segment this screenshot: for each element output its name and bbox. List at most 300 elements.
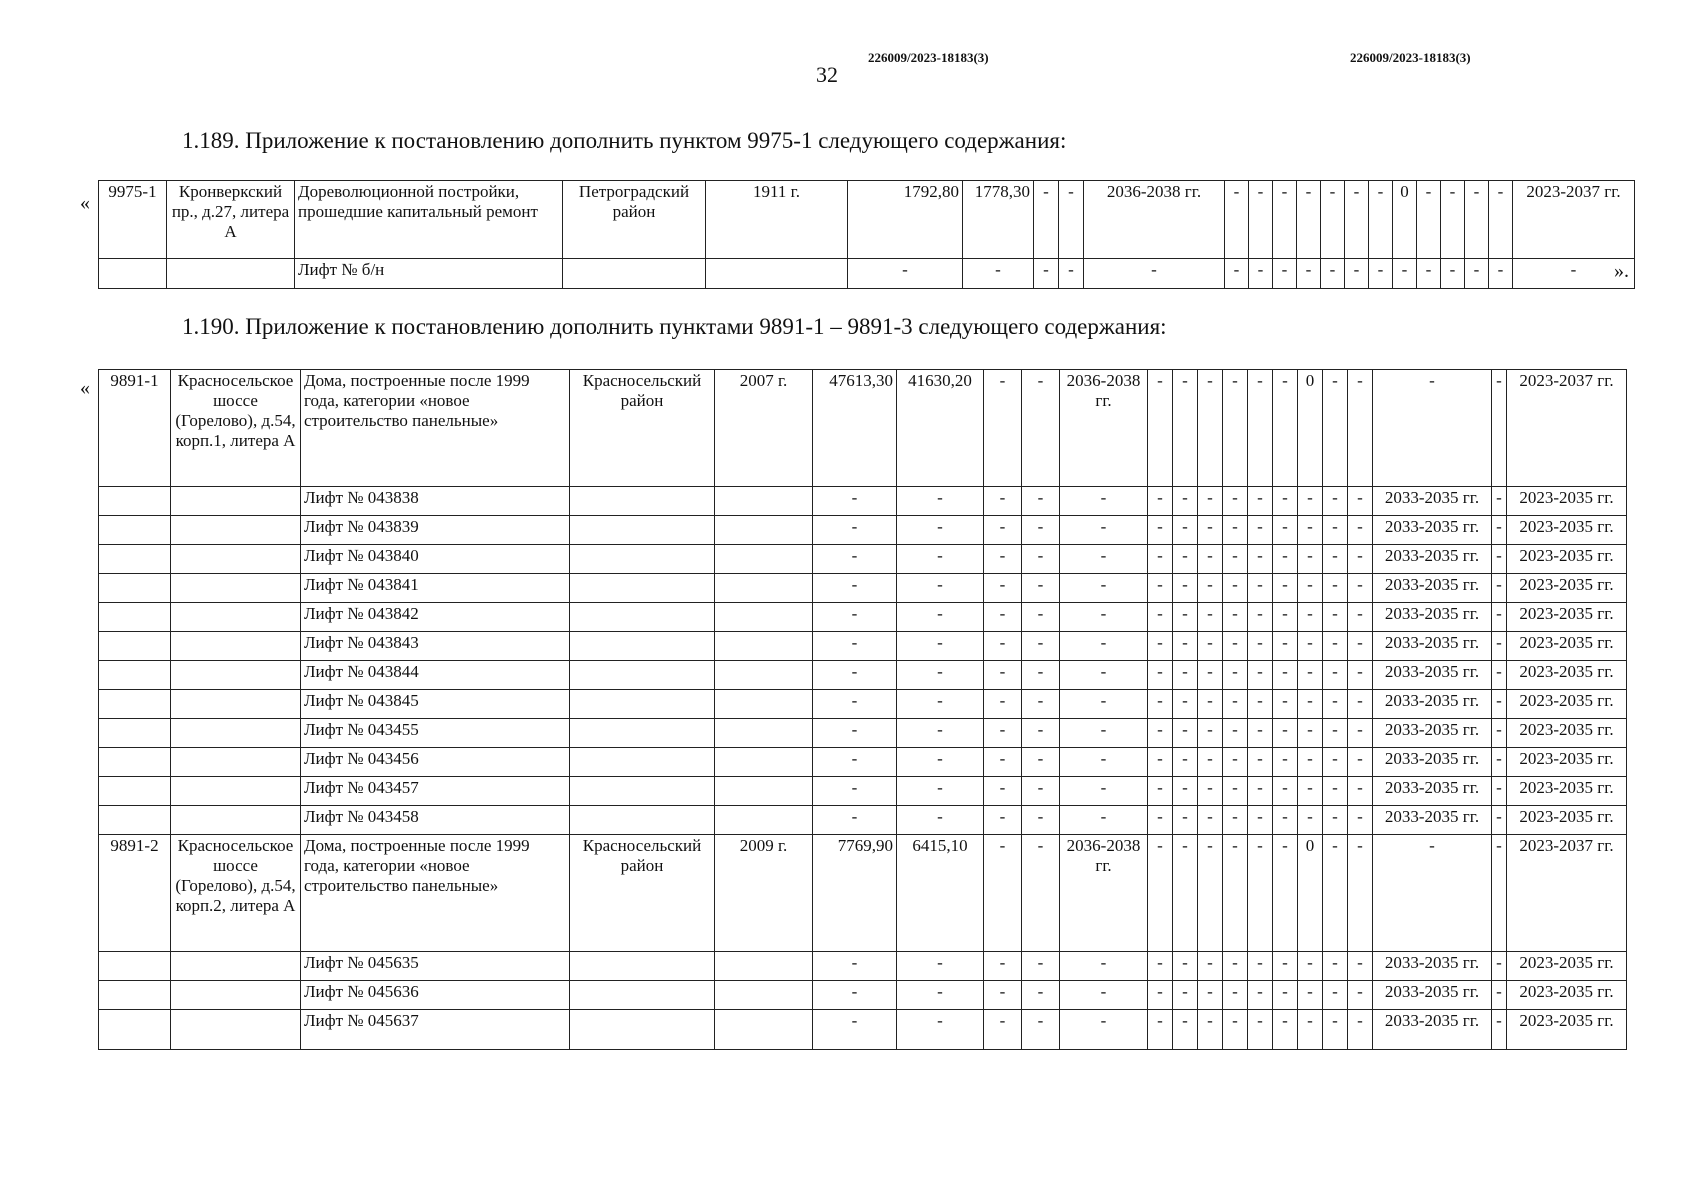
lift-label: Лифт № 043456 [301,748,570,777]
area-living-cell: - [897,777,984,806]
table-row [99,835,1627,952]
mark-cell: - [1348,835,1373,952]
value-cell: - [984,748,1022,777]
value-cell: - [1022,545,1060,574]
value-cell: - [1492,806,1507,835]
mark-cell: - [1198,574,1223,603]
empty-cell [171,748,301,777]
term-cell: 2023-2035 гг. [1507,719,1627,748]
category-cell: Дореволюционной постройки, прошедшие капитальный ремонт [295,181,563,259]
empty-cell [99,487,171,516]
mark-cell: - [1173,487,1198,516]
mark-cell: - [1198,545,1223,574]
value-cell: - [1022,574,1060,603]
mark-cell: - [1173,661,1198,690]
period-cell: - [1060,603,1148,632]
mark-cell: - [1273,1010,1298,1050]
value-cell: - [1492,719,1507,748]
mark-cell: - [1198,952,1223,981]
period-cell: 2036-2038 гг. [1060,370,1148,487]
period-k-cell: 2033-2035 гг. [1373,1010,1492,1050]
term-cell: 2023-2035 гг. [1507,661,1627,690]
table-row [99,259,1635,289]
empty-cell [99,690,171,719]
area-living-cell: 6415,10 [897,835,984,952]
value-cell: - [1022,952,1060,981]
mark-cell: - [1223,690,1248,719]
lift-label: Лифт № 043457 [301,777,570,806]
term-cell: 2023-2035 гг. [1507,603,1627,632]
lift-label: Лифт № 045637 [301,1010,570,1050]
mark-cell: - [1298,1010,1323,1050]
empty-cell [570,981,715,1010]
value-cell: - [984,632,1022,661]
mark-cell: 0 [1298,370,1323,487]
mark-cell: - [1148,370,1173,487]
mark-cell: - [1248,632,1273,661]
term-cell: 2023-2035 гг. [1507,632,1627,661]
period-k-cell: 2033-2035 гг. [1373,487,1492,516]
empty-cell [99,516,171,545]
period-k-cell: - [1373,370,1492,487]
mark-cell: - [1273,370,1298,487]
lift-label: Лифт № 043841 [301,574,570,603]
period-k-cell: 2033-2035 гг. [1373,806,1492,835]
empty-cell [171,632,301,661]
period-cell: - [1060,516,1148,545]
mark-cell: - [1273,981,1298,1010]
mark-cell: - [1148,690,1173,719]
mark-cell: - [1348,748,1373,777]
area-total-cell: - [813,952,897,981]
opening-quote-2: « [80,377,90,399]
period-cell: - [1060,952,1148,981]
mark-cell: - [1323,516,1348,545]
address-cell: Красносельское шоссе (Горелово), д.54, корп.2, литера А [171,835,301,952]
empty-cell [715,632,813,661]
mark-cell: - [1248,835,1273,952]
value-cell: - [984,690,1022,719]
mark-cell: - [1273,545,1298,574]
mark-cell: - [1297,181,1321,259]
registration-number-left: 226009/2023-18183(3) [868,50,989,65]
mark-cell: - [1323,661,1348,690]
area-total-cell: - [813,603,897,632]
empty-cell [715,806,813,835]
mark-cell: - [1323,806,1348,835]
area-living-cell: - [897,1010,984,1050]
mark-cell: - [1348,574,1373,603]
area-living-cell: - [897,632,984,661]
value-cell: - [1059,259,1084,289]
mark-cell: - [1148,777,1173,806]
area-living-cell: - [897,516,984,545]
mark-cell: - [1323,952,1348,981]
period-k-cell: 2033-2035 гг. [1373,777,1492,806]
mark-cell: - [1323,981,1348,1010]
mark-cell: - [1323,690,1348,719]
empty-cell [570,574,715,603]
mark-cell: - [1348,981,1373,1010]
empty-cell [570,719,715,748]
mark-cell: - [1248,952,1273,981]
empty-cell [715,1010,813,1050]
empty-cell [171,661,301,690]
area-total-cell: - [813,661,897,690]
value-cell: - [1492,835,1507,952]
mark-cell: - [1148,806,1173,835]
mark-cell: - [1223,981,1248,1010]
mark-cell: - [1273,574,1298,603]
empty-cell [171,487,301,516]
section-heading-1189: 1.189. Приложение к постановлению дополнить пунктом 9975-1 следующего содержания: [182,128,1067,153]
period-cell: - [1060,719,1148,748]
value-cell: - [984,370,1022,487]
mark-cell: - [1298,952,1323,981]
mark-cell: - [1323,370,1348,487]
empty-cell [715,661,813,690]
empty-cell [570,806,715,835]
mark-cell: - [1298,487,1323,516]
mark-cell: - [1323,1010,1348,1050]
mark-cell: - [1198,777,1223,806]
empty-cell [99,777,171,806]
mark-cell: - [1148,748,1173,777]
mark-cell: - [1273,952,1298,981]
term-cell: 2023-2035 гг. [1507,806,1627,835]
period-k-cell: 2033-2035 гг. [1373,952,1492,981]
lift-label: Лифт № 043458 [301,806,570,835]
mark-cell: - [1323,603,1348,632]
period-cell: 2036-2038 гг. [1060,835,1148,952]
empty-cell [171,690,301,719]
empty-cell [570,632,715,661]
mark-cell: - [1198,516,1223,545]
mark-cell: - [1248,1010,1273,1050]
value-cell: - [1492,574,1507,603]
mark-cell: - [1417,259,1441,289]
empty-cell [171,981,301,1010]
area-total-cell: - [813,632,897,661]
empty-cell [99,632,171,661]
mark-cell: - [1323,835,1348,952]
mark-cell: - [1273,259,1297,289]
empty-cell [99,661,171,690]
mark-cell: - [1173,719,1198,748]
value-cell: - [1492,952,1507,981]
mark-cell: - [1223,952,1248,981]
empty-cell [715,516,813,545]
area-living-cell: - [897,487,984,516]
mark-cell: - [1173,748,1198,777]
mark-cell: - [1148,516,1173,545]
mark-cell: - [1321,181,1345,259]
mark-cell: - [1273,487,1298,516]
period-cell: - [1084,259,1225,289]
mark-cell: - [1223,1010,1248,1050]
mark-cell: - [1248,806,1273,835]
mark-cell: - [1198,370,1223,487]
table-row [99,181,1635,259]
mark-cell: - [1173,545,1198,574]
mark-cell: - [1198,1010,1223,1050]
value-cell: - [1034,181,1059,259]
value-cell: - [1492,370,1507,487]
area-total-cell: 47613,30 [813,370,897,487]
mark-cell: - [1273,516,1298,545]
term-cell: - [1513,259,1635,289]
empty-cell [171,545,301,574]
mark-cell: - [1273,690,1298,719]
mark-cell: - [1223,806,1248,835]
empty-cell [99,952,171,981]
term-cell: 2023-2037 гг. [1507,835,1627,952]
mark-cell: - [1248,487,1273,516]
value-cell: - [1022,632,1060,661]
mark-cell: - [1273,777,1298,806]
district-cell: Красносельский район [570,835,715,952]
mark-cell: - [1173,690,1198,719]
mark-cell: - [1173,516,1198,545]
item-number: 9891-1 [99,370,171,487]
empty-cell [715,603,813,632]
mark-cell: - [1148,1010,1173,1050]
table-row [99,545,1627,574]
period-cell: - [1060,777,1148,806]
value-cell: - [984,516,1022,545]
mark-cell: - [1248,719,1273,748]
value-cell: - [984,661,1022,690]
period-k-cell: 2033-2035 гг. [1373,545,1492,574]
period-k-cell: 2033-2035 гг. [1373,632,1492,661]
mark-cell: - [1348,370,1373,487]
empty-cell [715,952,813,981]
mark-cell: - [1348,1010,1373,1050]
empty-cell [706,259,848,289]
mark-cell: - [1225,181,1249,259]
mark-cell: - [1273,632,1298,661]
lift-label: Лифт № 045636 [301,981,570,1010]
mark-cell: - [1369,181,1393,259]
mark-cell: - [1198,603,1223,632]
mark-cell: - [1273,603,1298,632]
opening-quote-1: « [80,192,90,214]
value-cell: - [984,487,1022,516]
mark-cell: - [1173,952,1198,981]
value-cell: - [984,1010,1022,1050]
area-total-cell: - [813,1010,897,1050]
lift-label: Лифт № 043843 [301,632,570,661]
term-cell: 2023-2037 гг. [1513,181,1635,259]
mark-cell: - [1348,545,1373,574]
period-k-cell: 2033-2035 гг. [1373,516,1492,545]
term-cell: 2023-2035 гг. [1507,1010,1627,1050]
mark-cell: - [1248,516,1273,545]
mark-cell: - [1273,806,1298,835]
empty-cell [171,574,301,603]
value-cell: - [1022,748,1060,777]
mark-cell: - [1223,748,1248,777]
table-row [99,981,1627,1010]
table-row [99,719,1627,748]
mark-cell: - [1348,487,1373,516]
value-cell: - [1022,487,1060,516]
value-cell: - [1022,806,1060,835]
mark-cell: - [1323,574,1348,603]
item-number: 9891-2 [99,835,171,952]
period-cell: 2036-2038 гг. [1084,181,1225,259]
table-row [99,603,1627,632]
mark-cell: - [1369,259,1393,289]
area-total-cell: - [813,748,897,777]
year-cell: 2007 г. [715,370,813,487]
empty-cell [563,259,706,289]
mark-cell: - [1321,259,1345,289]
value-cell: - [1022,516,1060,545]
mark-cell: - [1298,806,1323,835]
empty-cell [715,748,813,777]
period-k-cell: 2033-2035 гг. [1373,574,1492,603]
empty-cell [570,690,715,719]
area-total-cell: - [813,981,897,1010]
closing-quote-1: ». [1614,260,1629,282]
area-living-cell: - [897,661,984,690]
area-total-cell: - [813,574,897,603]
value-cell: - [984,806,1022,835]
mark-cell: - [1298,545,1323,574]
mark-cell: - [1223,719,1248,748]
period-cell: - [1060,545,1148,574]
mark-cell: - [1148,487,1173,516]
period-cell: - [1060,574,1148,603]
mark-cell: - [1348,777,1373,806]
period-cell: - [1060,806,1148,835]
address-cell: Красносельское шоссе (Горелово), д.54, корп.1, литера А [171,370,301,487]
empty-cell [570,1010,715,1050]
period-k-cell: 2033-2035 гг. [1373,981,1492,1010]
mark-cell: - [1198,487,1223,516]
mark-cell: - [1249,259,1273,289]
empty-cell [715,981,813,1010]
empty-cell [171,516,301,545]
mark-cell: - [1148,835,1173,952]
empty-cell [171,603,301,632]
mark-cell: - [1198,690,1223,719]
mark-cell: 0 [1298,835,1323,952]
value-cell: - [1492,1010,1507,1050]
term-cell: 2023-2035 гг. [1507,981,1627,1010]
value-cell: - [984,574,1022,603]
period-cell: - [1060,748,1148,777]
table-row [99,516,1627,545]
mark-cell: - [1465,181,1489,259]
district-cell: Красносельский район [570,370,715,487]
mark-cell: - [1249,181,1273,259]
area-total-cell: 7769,90 [813,835,897,952]
empty-cell [171,952,301,981]
mark-cell: - [1273,181,1297,259]
mark-cell: - [1223,603,1248,632]
value-cell: - [1022,835,1060,952]
area-total-cell: - [813,545,897,574]
area-living-cell: - [897,545,984,574]
empty-cell [570,516,715,545]
empty-cell [99,545,171,574]
value-cell: - [1022,719,1060,748]
mark-cell: - [1198,835,1223,952]
table-row [99,806,1627,835]
mark-cell: - [1173,632,1198,661]
term-cell: 2023-2035 гг. [1507,748,1627,777]
mark-cell: - [1223,835,1248,952]
mark-cell: - [1173,603,1198,632]
mark-cell: - [1441,259,1465,289]
mark-cell: - [1348,952,1373,981]
mark-cell: - [1345,181,1369,259]
mark-cell: - [1223,574,1248,603]
area-living-cell: - [897,981,984,1010]
mark-cell: - [1173,777,1198,806]
empty-cell [99,1010,171,1050]
value-cell: - [984,777,1022,806]
area-living-cell: - [897,603,984,632]
area-total-cell: - [813,777,897,806]
empty-cell [715,777,813,806]
address-cell: Кронверкский пр., д.27, литера А [167,181,295,259]
value-cell: - [1059,181,1084,259]
mark-cell: - [1148,981,1173,1010]
empty-cell [715,487,813,516]
area-living-cell: - [897,748,984,777]
mark-cell: - [1393,259,1417,289]
mark-cell: - [1173,835,1198,952]
area-living-cell: - [963,259,1034,289]
mark-cell: - [1273,748,1298,777]
mark-cell: - [1323,748,1348,777]
value-cell: - [1034,259,1059,289]
empty-cell [171,1010,301,1050]
mark-cell: - [1248,690,1273,719]
empty-cell [99,748,171,777]
lift-label: Лифт № б/н [295,259,563,289]
mark-cell: - [1248,661,1273,690]
area-living-cell: 41630,20 [897,370,984,487]
mark-cell: - [1198,806,1223,835]
empty-cell [99,981,171,1010]
table-row [99,632,1627,661]
value-cell: - [1022,777,1060,806]
value-cell: - [1022,690,1060,719]
mark-cell: - [1323,487,1348,516]
mark-cell: - [1248,370,1273,487]
mark-cell: - [1148,545,1173,574]
lift-label: Лифт № 043842 [301,603,570,632]
mark-cell: - [1273,835,1298,952]
table-row [99,777,1627,806]
value-cell: - [1492,603,1507,632]
mark-cell: - [1298,690,1323,719]
value-cell: - [984,545,1022,574]
period-cell: - [1060,690,1148,719]
mark-cell: - [1223,777,1248,806]
period-k-cell: 2033-2035 гг. [1373,690,1492,719]
term-cell: 2023-2035 гг. [1507,516,1627,545]
item-number: 9975-1 [99,181,167,259]
table-row [99,661,1627,690]
empty-cell [570,487,715,516]
lift-label: Лифт № 043844 [301,661,570,690]
empty-cell [99,259,167,289]
